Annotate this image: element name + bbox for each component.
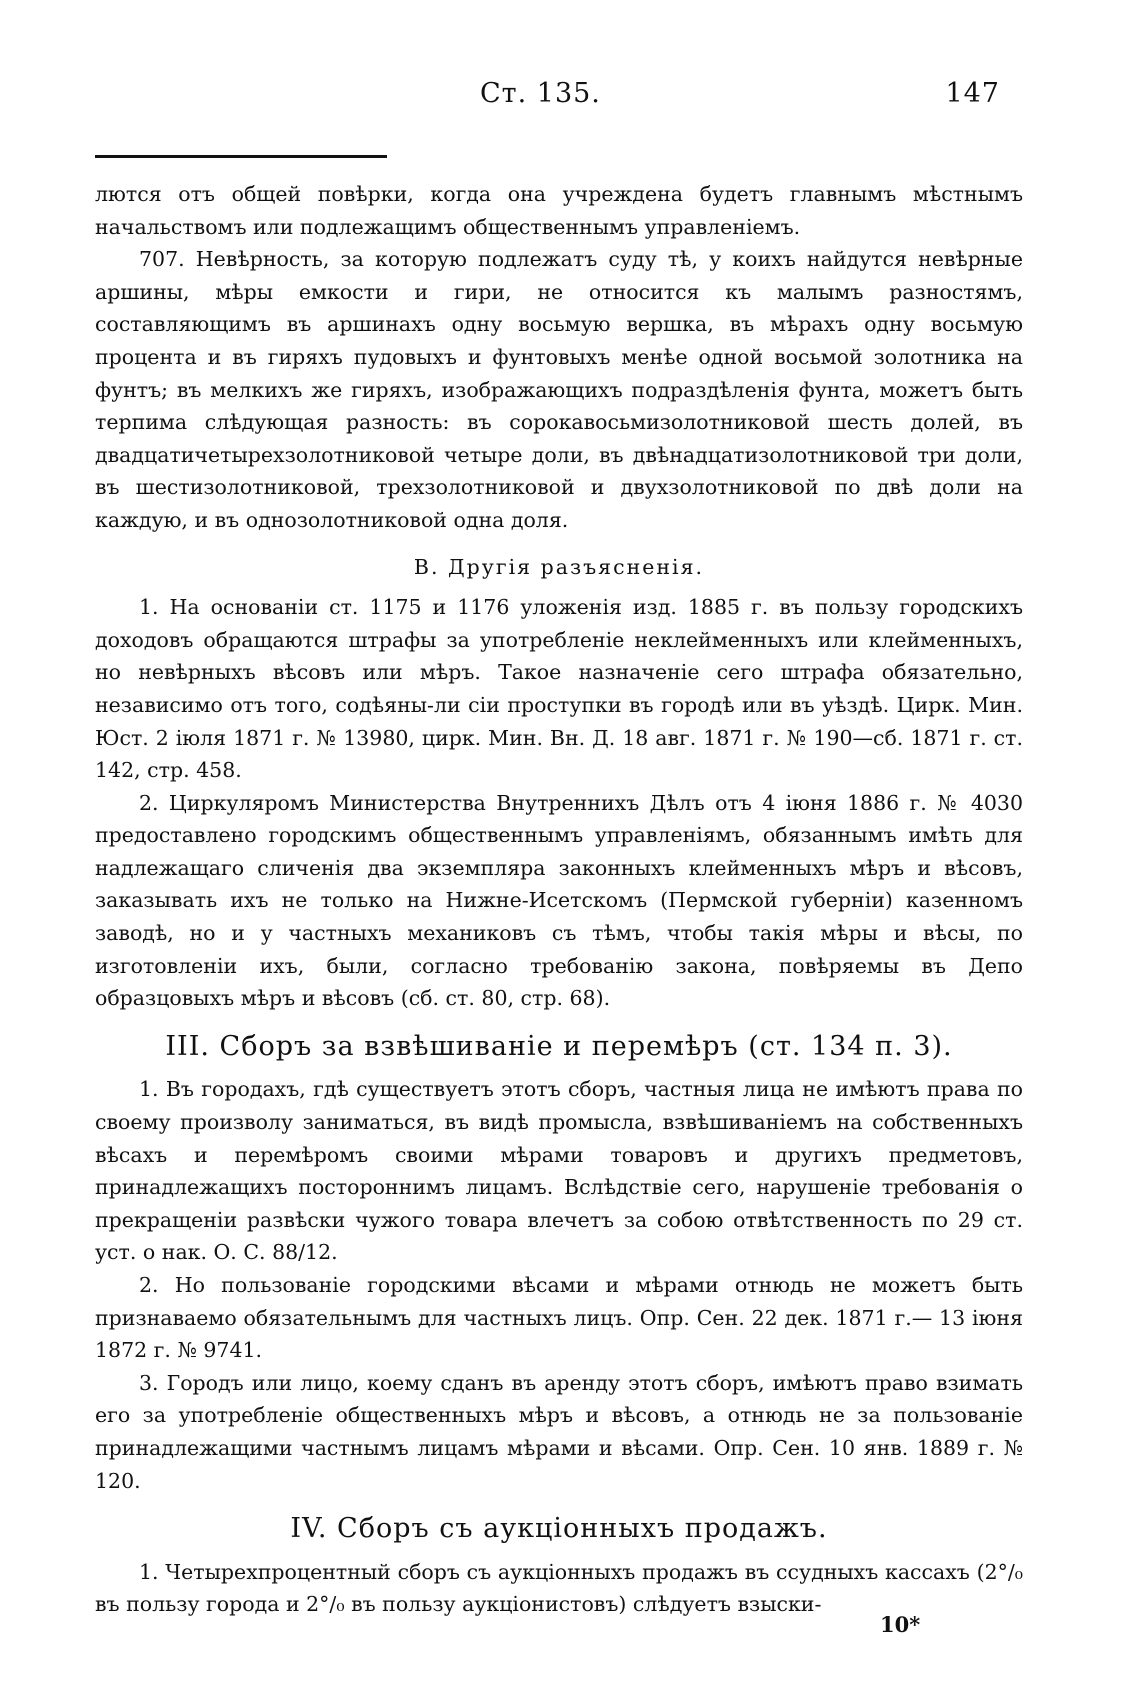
paragraph-b-2: 2. Циркуляромъ Министерства Внутреннихъ Дѣлъ отъ 4 іюня 1886 г. № 4030 предоставлено городскимъ общественнымъ управленіямъ, обязаннымъ имѣть для надлежащаго сличенія два экземпляра законныхъ клейменныхъ мѣръ и вѣсовъ, заказывать ихъ не только на Нижне-Исетскомъ (Пермской губерніи) казенномъ заводѣ, но и у частныхъ механиковъ съ тѣмъ, чтобы такія мѣры и вѣсы, по изготовленіи ихъ, были, согласно требованію закона, повѣряемы въ Депо образцовыхъ мѣръ и вѣсовъ (сб. ст. 80, стр. 68). [95, 790, 1023, 1011]
subsection-heading-b: В. Другія разъясненія. [413, 554, 705, 579]
paragraph-b-1: 1. На основаніи ст. 1175 и 1176 уложенія изд. 1885 г. въ пользу городскихъ доходовъ обращаются штрафы за употребленіе неклейменныхъ или клейменныхъ, но невѣрныхъ вѣсовъ или мѣръ. Такое назначеніе сего штрафа обязательно, независимо отъ того, содѣяны-ли сіи проступки въ городѣ или въ уѣздѣ. Цирк. Мин. Юст. 2 іюля 1871 г. № 13980, цирк. Мин. Вн. Д. 18 авг. 1871 г. № 190—сб. 1871 г. ст. 142, стр. 458. [95, 595, 1023, 783]
page-number: 147 [945, 78, 1000, 109]
header-rule [95, 155, 387, 158]
paragraph-iii-3: 3. Городъ или лицо, коему сданъ въ аренду этотъ сборъ, имѣютъ право взимать его за употребленіе общественныхъ мѣръ и вѣсовъ, а отнюдь не за пользованіе принадлежащими частнымъ лицамъ мѣрами и вѣсами. Опр. Сен. 10 янв. 1889 г. № 120. [95, 1370, 1023, 1493]
article-reference: Ст. 135. [480, 78, 601, 109]
paragraph-iv-1: 1. Четырехпроцентный сборъ съ аукціонныхъ продажъ въ ссудныхъ кассахъ (2°/₀ въ пользу города и 2°/₀ въ пользу аукціонистовъ) слѣдуетъ взыски- [95, 1559, 1023, 1617]
paragraph-iii-2: 2. Но пользованіе городскими вѣсами и мѣрами отнюдь не можетъ быть признаваемо обязательнымъ для частныхъ лицъ. Опр. Сен. 22 дек. 1871 г.— 13 іюня 1872 г. № 9741. [95, 1273, 1023, 1363]
paragraph-article-707: 707. Невѣрность, за которую подлежатъ суду тѣ, у коихъ найдутся невѣрные аршины, мѣры емкости и гири, не относится къ малымъ разностямъ, составляющимъ въ аршинахъ одну восьмую вершка, въ мѣрахъ одну восьмую процента и въ гиряхъ пудовыхъ и фунтовыхъ менѣе одной восьмой золотника на фунтъ; въ мелкихъ же гиряхъ, изображающихъ подраздѣленія фунта, можетъ быть терпима слѣдующая разность: въ сорокавосьмизолотниковой шесть долей, въ двадцатичетырехзолотниковой четыре доли, въ двѣнадцатизолотниковой три доли, въ шестизолотниковой, трехзолотниковой и двухзолотниковой по двѣ доли на каждую, и въ однозолотниковой одна доля. [95, 247, 1023, 532]
signature-mark: 10* [880, 1612, 921, 1637]
paragraph-continuation: лются отъ общей повѣрки, когда она учреждена будетъ главнымъ мѣстнымъ начальствомъ или подлежащимъ общественнымъ управленіемъ. [95, 182, 1023, 239]
paragraph-iii-1: 1. Въ городахъ, гдѣ существуетъ этотъ сборъ, частныя лица не имѣютъ права по своему произволу заниматься, въ видѣ промысла, взвѣшиваніемъ на собственныхъ вѣсахъ и перемѣромъ своими мѣрами товаровъ и другихъ предметовъ, принадлежащихъ постороннимъ лицамъ. Вслѣдствіе сего, нарушеніе требованія о прекращеніи развѣски чужого товара влечетъ за собою отвѣтственность по 29 ст. уст. о нак. О. С. 88/12. [95, 1077, 1023, 1265]
page-body [95, 178, 1023, 1621]
section-heading-iii: III. Сборъ за взвѣшиваніе и перемѣръ (ст. 134 п. 3). [165, 1030, 953, 1062]
running-header [0, 78, 1140, 118]
section-heading-iv: IV. Сборъ съ аукціонныхъ продажъ. [290, 1513, 828, 1545]
